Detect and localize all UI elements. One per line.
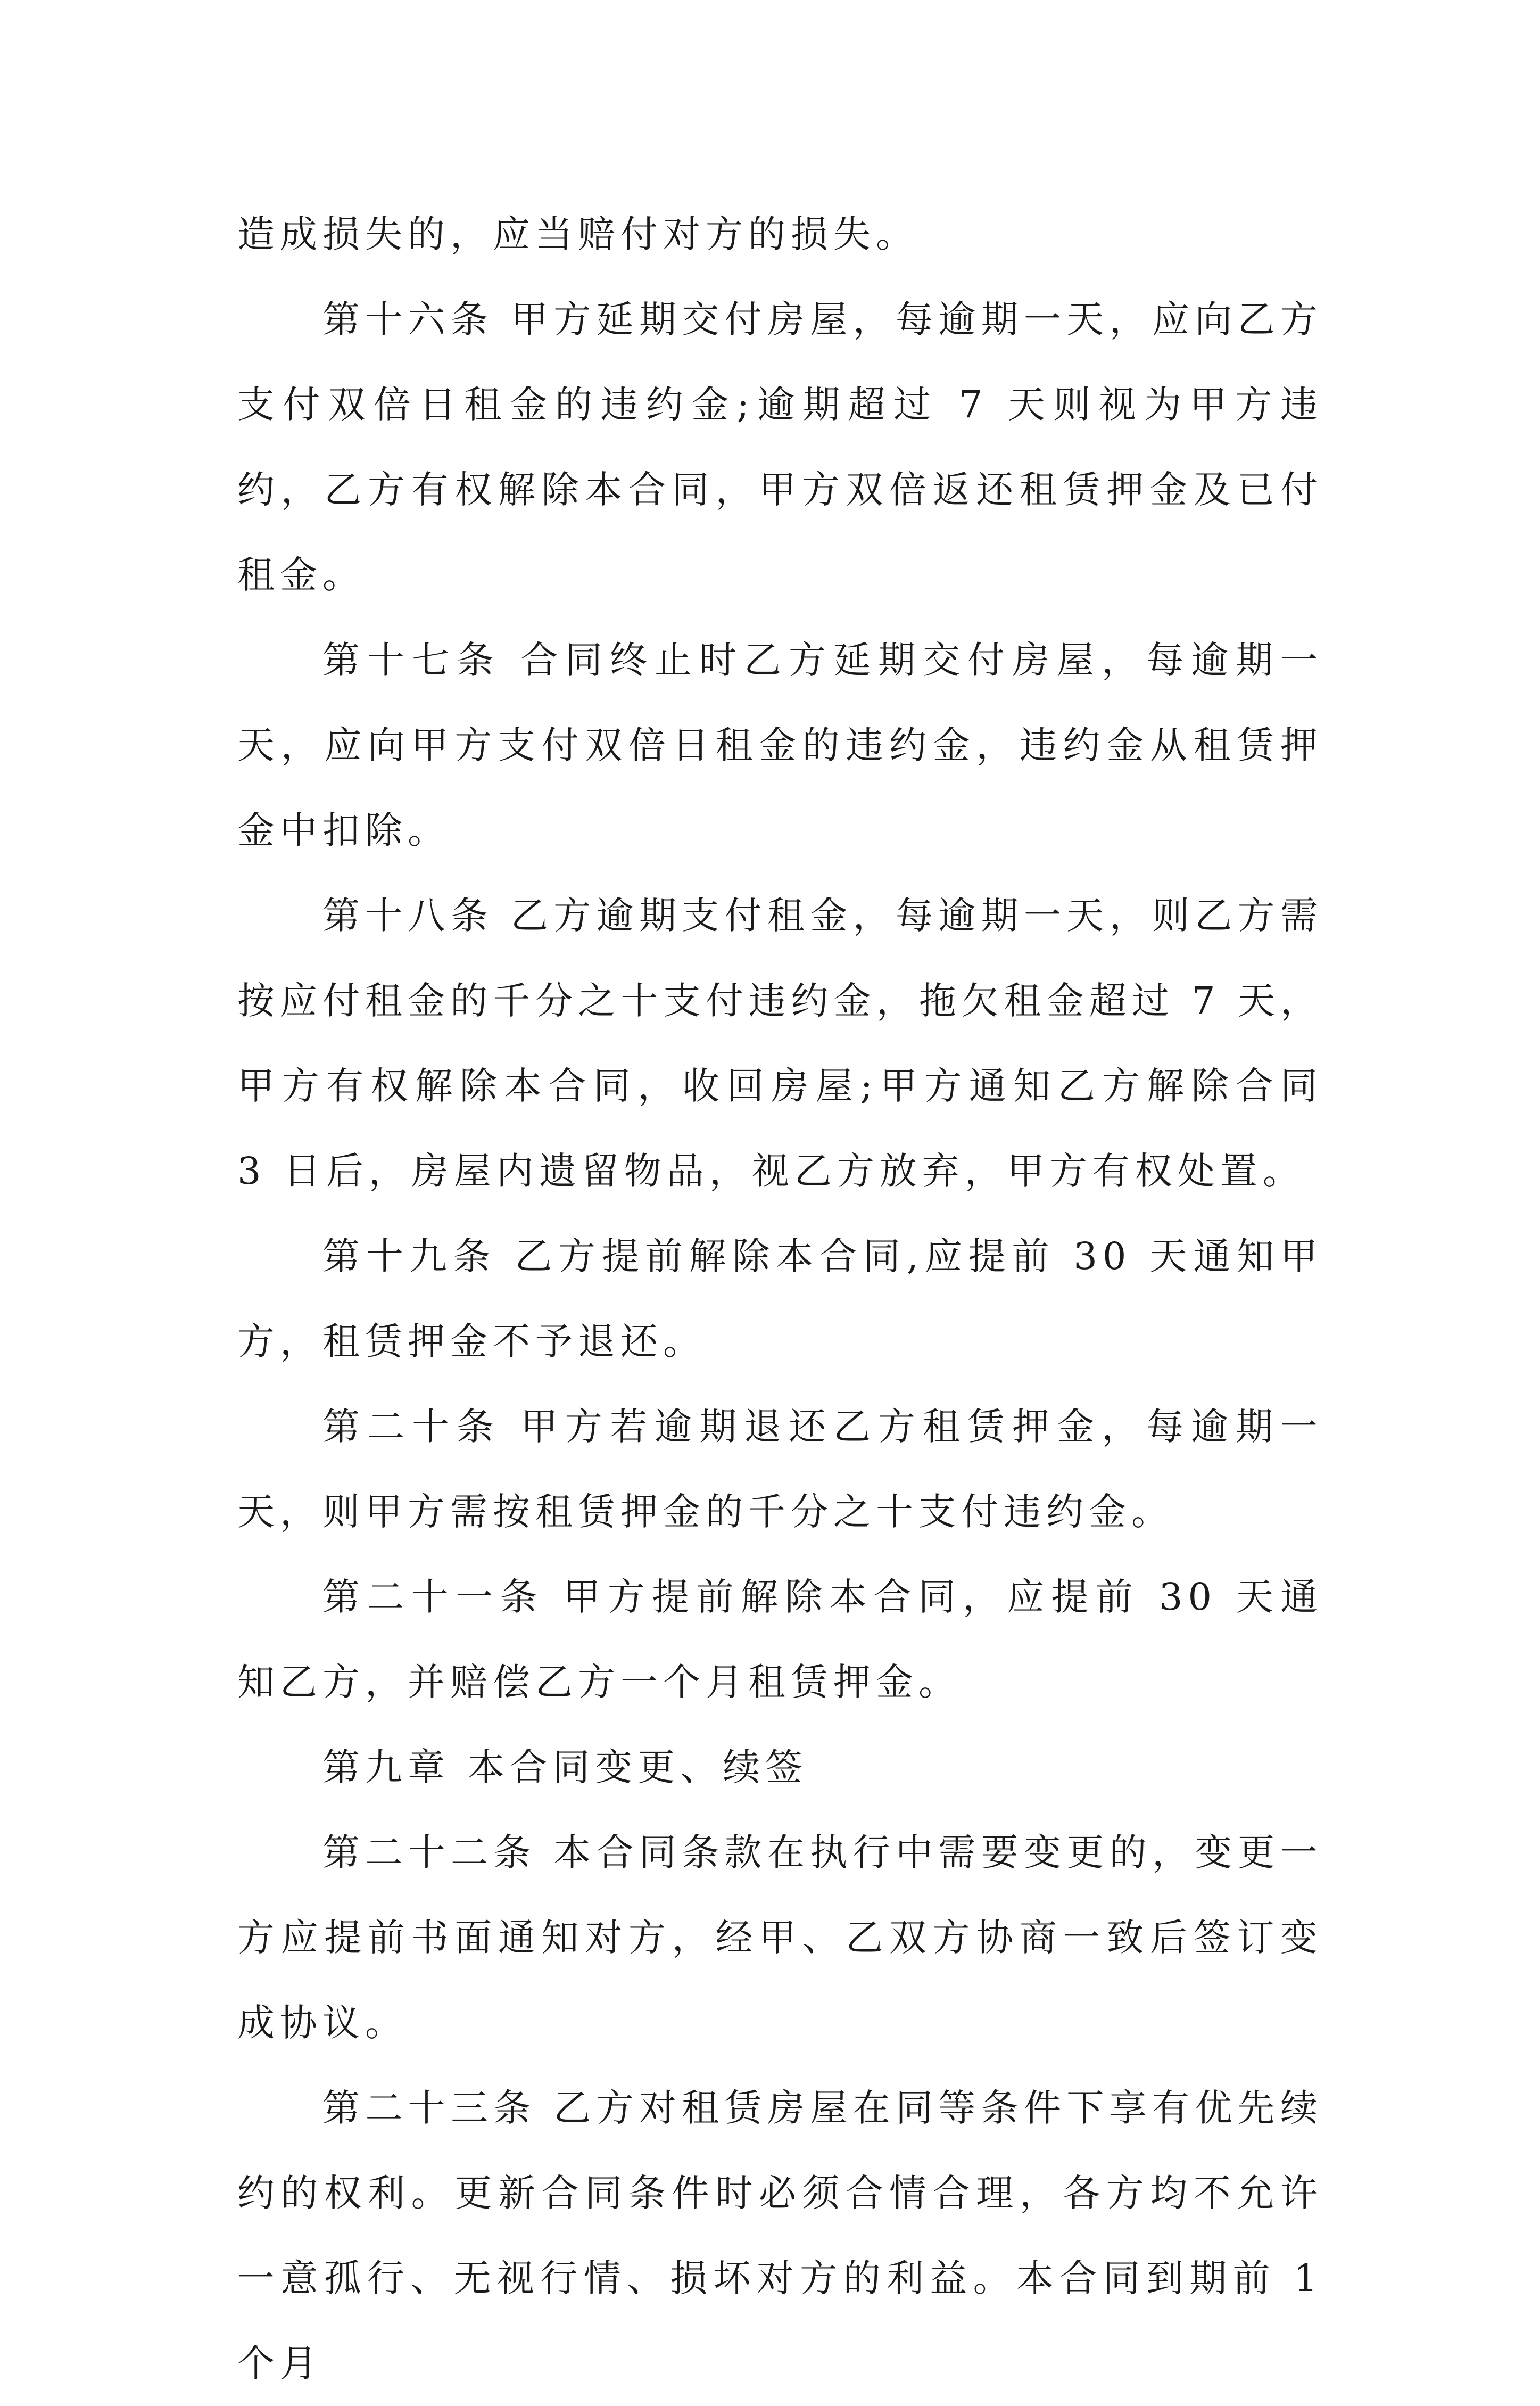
paragraph-continuation: 造成损失的，应当赔付对方的损失。 xyxy=(237,212,918,256)
article-18: 第十八条 乙方逾期支付租金，每逾期一天，则乙方需按应付租金的千分之十支付违约金，拖欠租金超过 7 天，甲方有权解除本合同，收回房屋;甲方通知乙方解除合同 3 日后，房屋内遗留物品，视乙方放弃，甲方有权处置。 xyxy=(237,894,1323,1193)
article-22: 第二十二条 本合同条款在执行中需要变更的，变更一方应提前书面通知对方，经甲、乙双方协商一致后签订变成协议。 xyxy=(237,1831,1323,2045)
article-23: 第二十三条 乙方对租赁房屋在同等条件下享有优先续约的权利。更新合同条件时必须合情合理，各方均不允许一意孤行、无视行情、损坏对方的利益。本合同到期前 1 个月 xyxy=(237,2086,1323,2385)
document-body xyxy=(237,192,1323,2406)
article-21: 第二十一条 甲方提前解除本合同，应提前 30 天通知乙方，并赔偿乙方一个月租赁押金。 xyxy=(237,1575,1323,1704)
article-17: 第十七条 合同终止时乙方延期交付房屋，每逾期一天，应向甲方支付双倍日租金的违约金，违约金从租赁押金中扣除。 xyxy=(237,638,1323,852)
article-20: 第二十条 甲方若逾期退还乙方租赁押金，每逾期一天，则甲方需按租赁押金的千分之十支付违约金。 xyxy=(237,1405,1323,1534)
article-16: 第十六条 甲方延期交付房屋，每逾期一天，应向乙方支付双倍日租金的违约金;逾期超过 7 天则视为甲方违约，乙方有权解除本合同，甲方双倍返还租赁押金及已付租金。 xyxy=(237,298,1323,597)
article-19: 第十九条 乙方提前解除本合同,应提前 30 天通知甲方，租赁押金不予退还。 xyxy=(237,1234,1323,1363)
chapter-9-heading: 第九章 本合同变更、续签 xyxy=(322,1745,808,1789)
